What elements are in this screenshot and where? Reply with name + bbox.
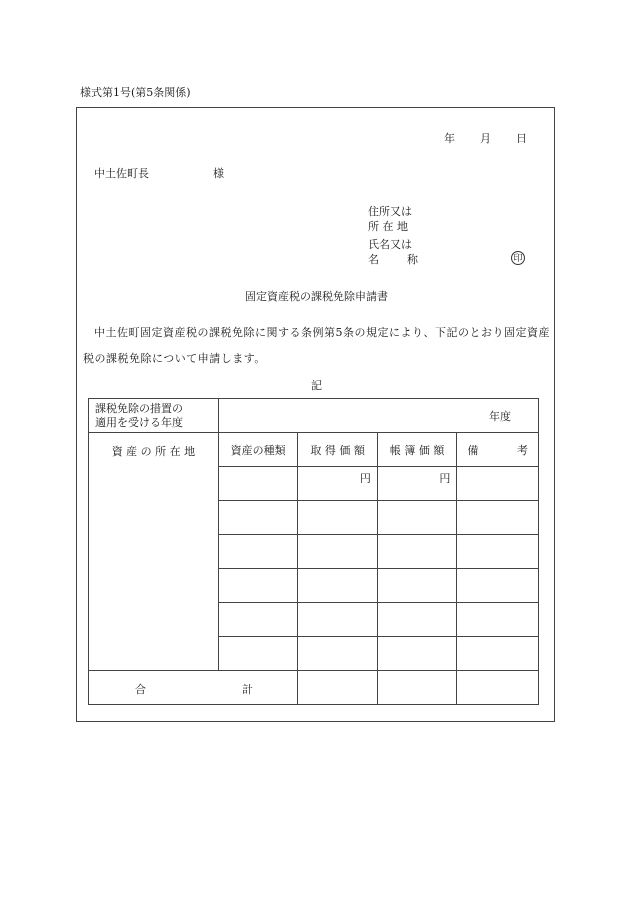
remarks-cell[interactable] xyxy=(457,535,539,569)
total-label-a: 合 xyxy=(135,683,146,696)
asset-type-cell[interactable] xyxy=(218,637,298,671)
date-month-label: 月 xyxy=(480,132,491,145)
book-value-header: 帳 簿 価 額 xyxy=(377,433,457,467)
acquisition-price-cell[interactable] xyxy=(298,637,378,671)
remarks-cell[interactable] xyxy=(457,569,539,603)
year-suffix-label: 年度 xyxy=(489,409,511,423)
exemption-year-field[interactable] xyxy=(218,399,538,433)
remarks-cell[interactable] xyxy=(457,637,539,671)
book-value-cell[interactable] xyxy=(377,637,457,671)
asset-location-header: 資 産 の 所 在 地 xyxy=(111,445,196,458)
asset-type-cell[interactable] xyxy=(218,501,298,535)
acquisition-price-cell[interactable] xyxy=(298,535,378,569)
asset-location-cell[interactable] xyxy=(89,433,219,671)
application-form-frame xyxy=(76,107,555,722)
book-value-cell[interactable] xyxy=(377,569,457,603)
address-label-line2: 所 在 地 xyxy=(368,220,408,233)
book-value-cell[interactable] xyxy=(377,535,457,569)
acquisition-price-header: 取 得 価 額 xyxy=(298,433,378,467)
seal-icon: 印 xyxy=(511,251,525,265)
asset-type-header: 資産の種類 xyxy=(218,433,298,467)
addressee-name: 中土佐町長 xyxy=(94,167,149,180)
total-book-value-cell[interactable] xyxy=(377,671,457,705)
document-title: 固定資産税の課税免除申請書 xyxy=(245,290,388,303)
remarks-cell[interactable] xyxy=(457,603,539,637)
asset-type-cell[interactable] xyxy=(218,569,298,603)
acquisition-price-cell[interactable] xyxy=(298,501,378,535)
remarks-cell[interactable] xyxy=(457,501,539,535)
acquisition-price-cell[interactable] xyxy=(298,603,378,637)
yen-unit: 円 xyxy=(359,472,371,485)
address-label-line1: 住所又は xyxy=(368,205,412,218)
name-label-line2-b: 称 xyxy=(407,253,418,266)
addressee-honorific: 様 xyxy=(213,167,224,180)
acquisition-price-cell[interactable] xyxy=(298,569,378,603)
total-label-b: 計 xyxy=(242,683,253,696)
form-number: 様式第1号(第5条関係) xyxy=(80,86,191,99)
asset-type-cell[interactable] xyxy=(218,467,298,501)
asset-table xyxy=(88,398,539,705)
name-label-line2-a: 名 xyxy=(368,253,379,266)
total-label-cell xyxy=(89,671,298,705)
name-label-line1: 氏名又は xyxy=(368,238,412,251)
remarks-cell[interactable] xyxy=(457,467,539,501)
remarks-header: 備 考 xyxy=(457,433,539,467)
total-acquisition-cell[interactable] xyxy=(298,671,378,705)
date-day-label: 日 xyxy=(516,132,527,145)
application-body-text: 中土佐町固定資産税の課税免除に関する条例第5条の規定により、下記のとおり固定資産税の課税免除について申請します。 xyxy=(83,326,550,365)
total-remarks-cell[interactable] xyxy=(457,671,539,705)
yen-unit: 円 xyxy=(439,472,451,485)
exemption-year-label: 課税免除の措置の 適用を受ける年度 xyxy=(89,399,219,433)
date-year-label: 年 xyxy=(444,132,455,145)
total-row xyxy=(89,671,539,705)
asset-type-cell[interactable] xyxy=(218,535,298,569)
asset-type-cell[interactable] xyxy=(218,603,298,637)
book-value-cell[interactable] xyxy=(377,467,457,501)
ki-marker: 記 xyxy=(311,379,322,392)
book-value-cell[interactable] xyxy=(377,501,457,535)
acquisition-price-cell[interactable] xyxy=(298,467,378,501)
book-value-cell[interactable] xyxy=(377,603,457,637)
